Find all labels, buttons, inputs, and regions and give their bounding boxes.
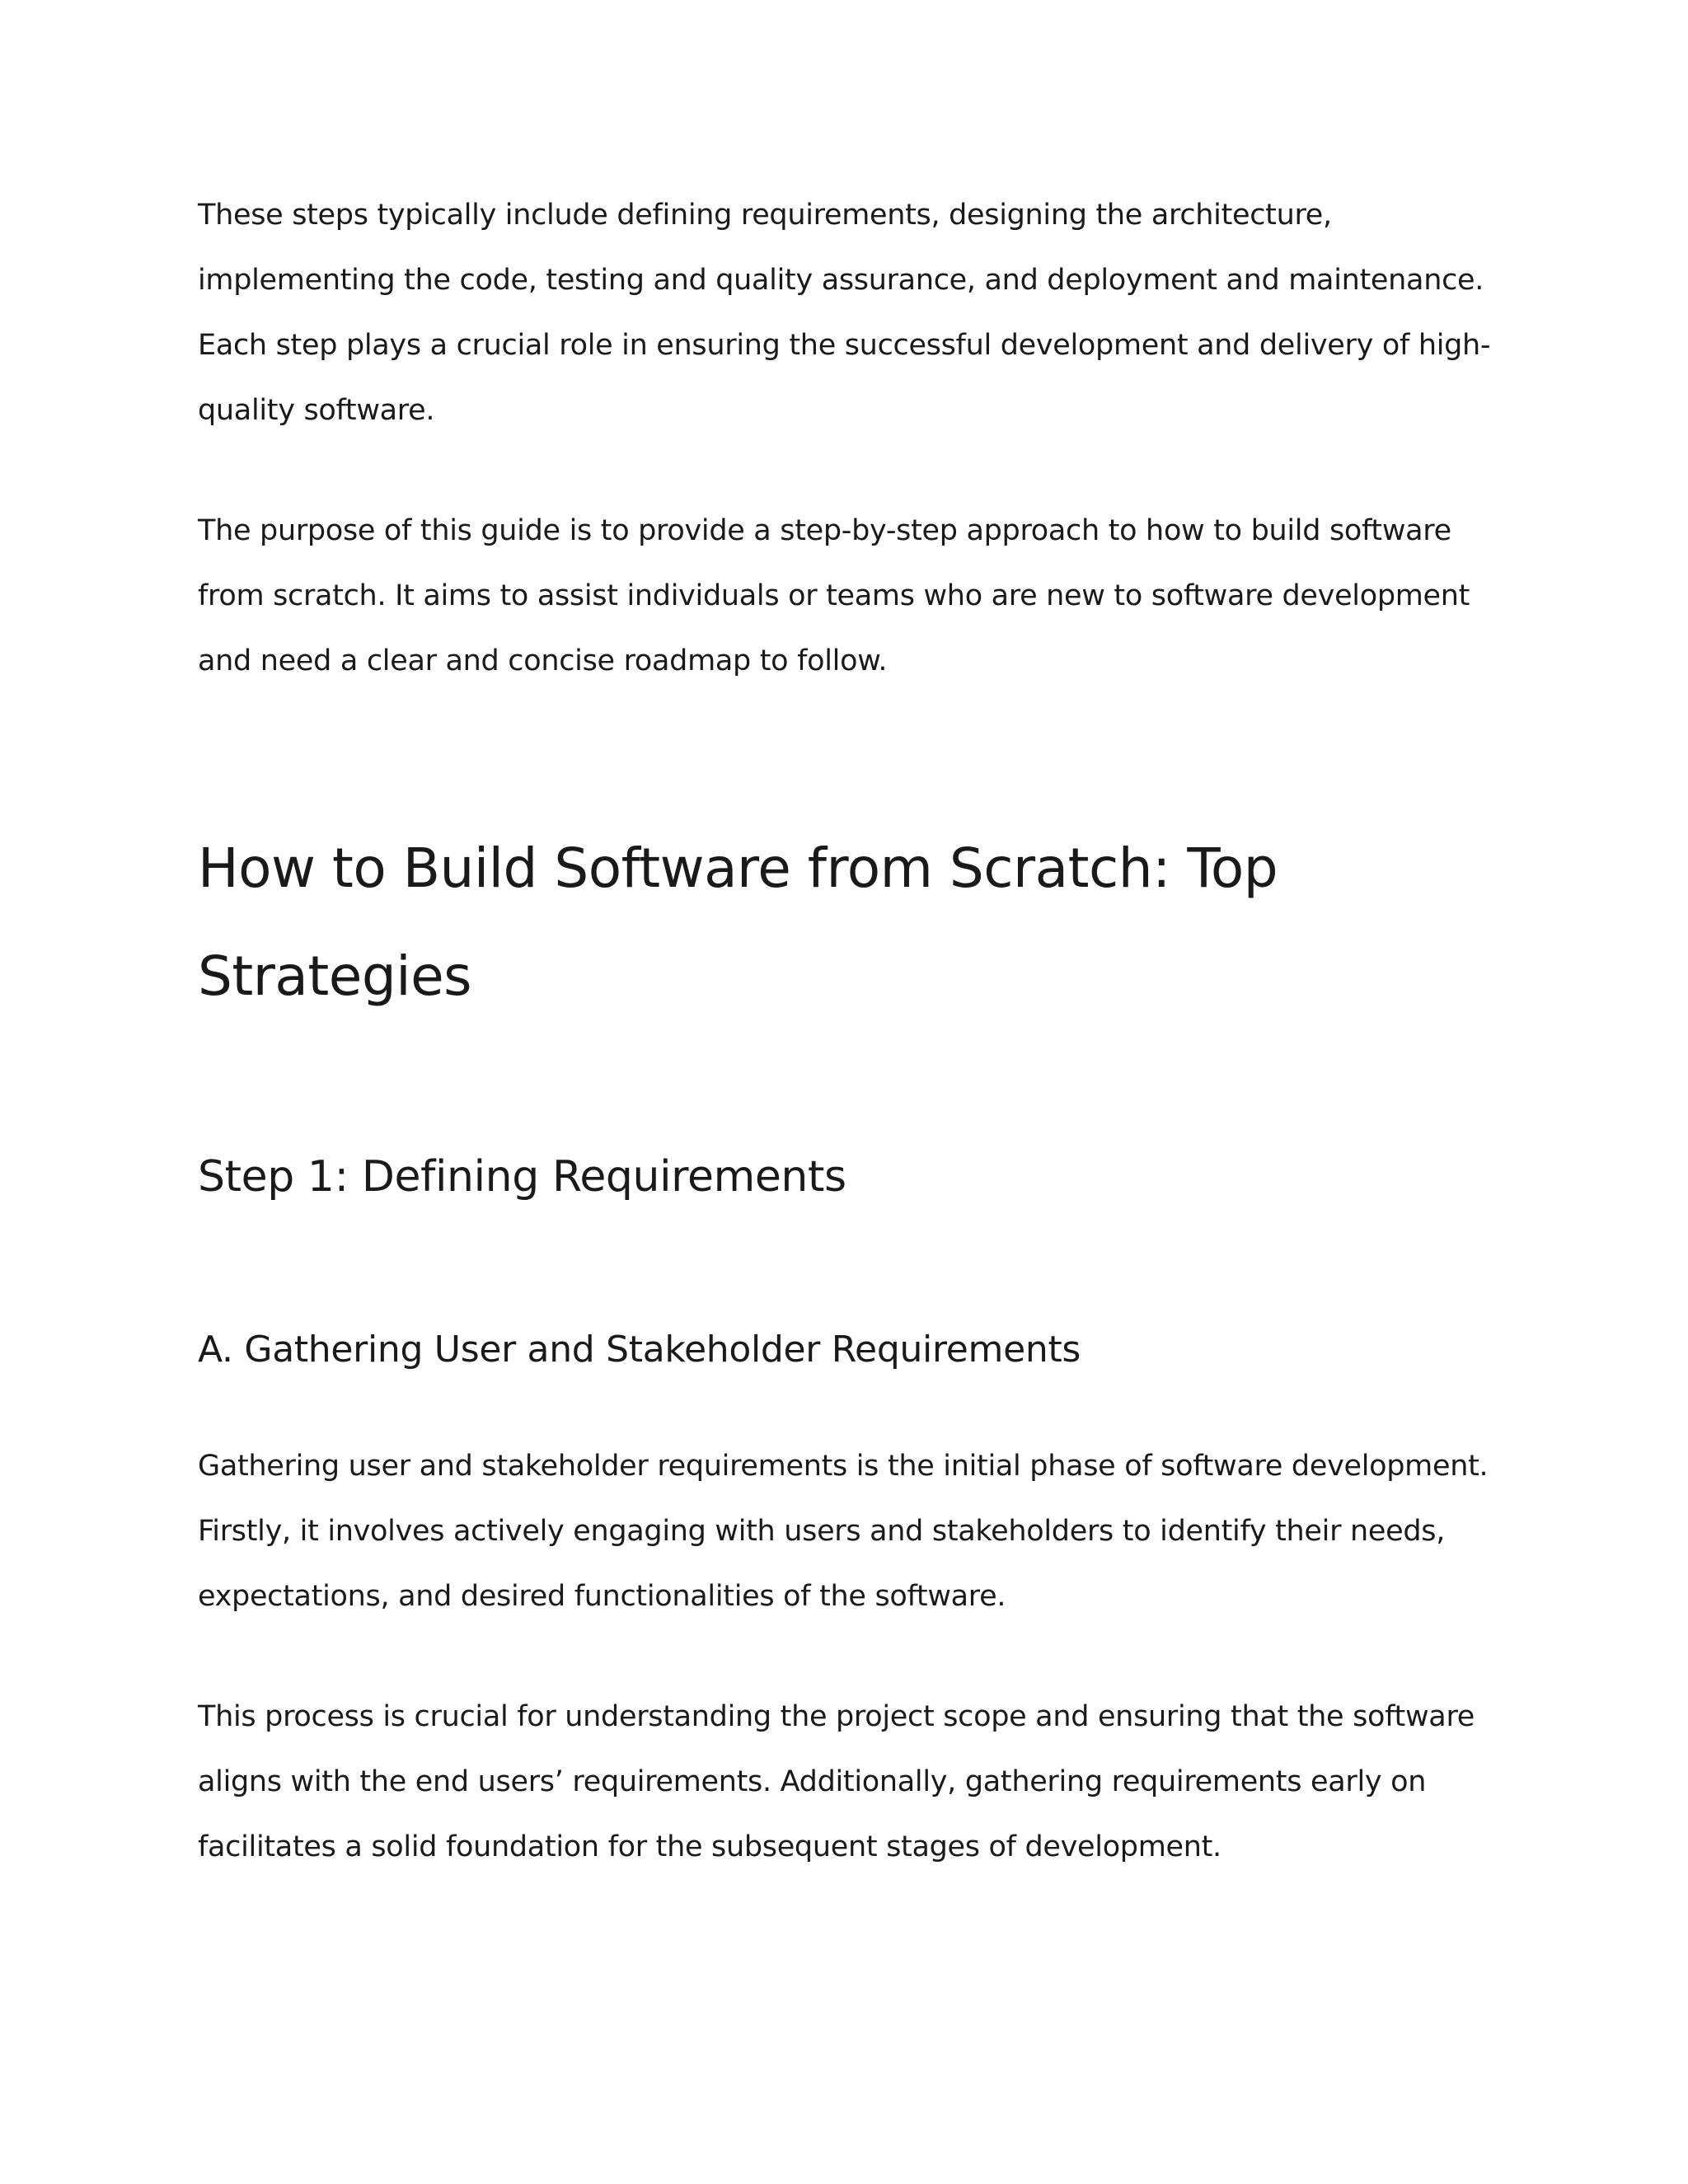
subsection-a-paragraph-2: This process is crucial for understanding the project scope and ensuring that the software aligns with the end users’ requirements. Additionally, gathering requirements early on facilitates a solid foundation for the subsequent stages of development. <box>198 1700 1475 1863</box>
intro-paragraph-2: The purpose of this guide is to provide a step-by-step approach to how to build software from scratch. It aims to assist individuals or teams who are new to software development and need a clear and concise roadmap to follow. <box>198 514 1470 677</box>
subsection-a-paragraph-1: Gathering user and stakeholder requirements is the initial phase of software development. Firstly, it involves actively engaging with users and stakeholders to identify their needs, expectations, and desired functionalities of the software. <box>198 1450 1489 1613</box>
subsection-a-heading: A. Gathering User and Stakeholder Requirements <box>198 1329 1081 1371</box>
intro-paragraph-1: These steps typically include defining requirements, designing the architecture, implementing the code, testing and quality assurance, and deployment and maintenance. Each step plays a crucial role in ensuring the successful development and delivery of high-quality software. <box>198 199 1491 427</box>
section-title: How to Build Software from Scratch: Top Strategies <box>198 837 1278 1008</box>
step-1-heading: Step 1: Defining Requirements <box>198 1152 846 1202</box>
document-page <box>198 183 1508 1880</box>
